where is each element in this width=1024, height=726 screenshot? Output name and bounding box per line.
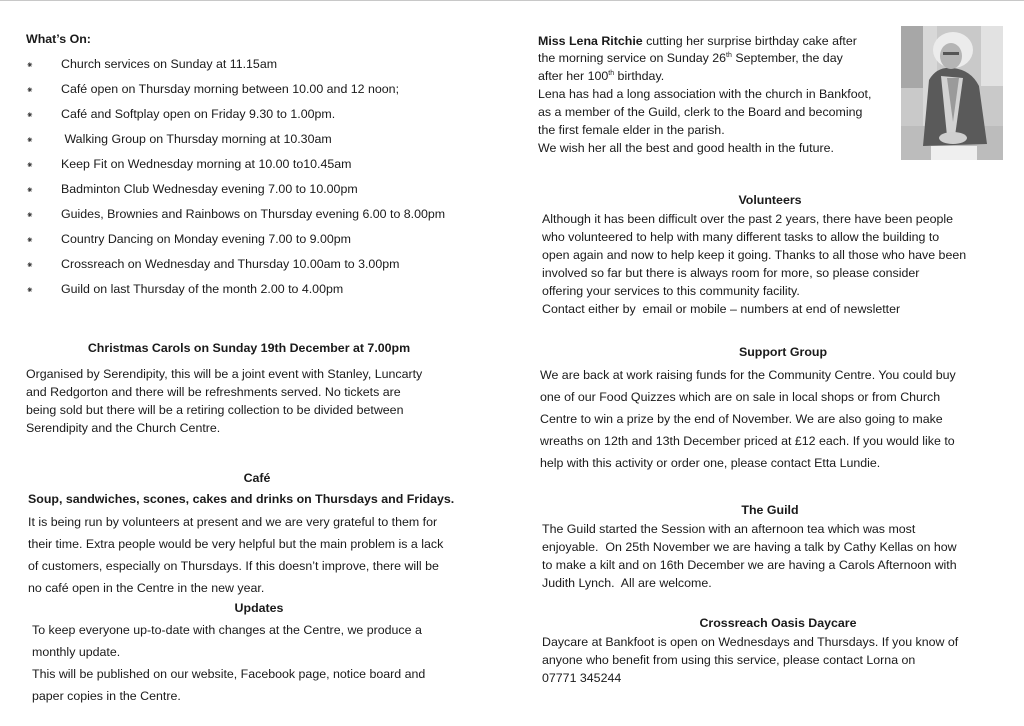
birthday-line: We wish her all the best and good health in the future. bbox=[538, 141, 834, 155]
cafe-line: no café open in the Centre in the new year. bbox=[28, 581, 265, 595]
cafe-line: of customers, especially on Thursdays. If this doesn’t improve, there will be bbox=[28, 559, 439, 573]
birthday-line-2: the morning service on Sunday 26th September, the day bbox=[538, 51, 843, 65]
carols-line: Serendipity and the Church Centre. bbox=[26, 421, 221, 435]
support-group-line: wreaths on 12th and 13th December priced at £12 each. If you would like to bbox=[540, 434, 955, 448]
carols-line: being sold but there will be a retiring collection to be divided between bbox=[26, 403, 404, 417]
daycare-line: Daycare at Bankfoot is open on Wednesdays and Thursdays. If you know of bbox=[542, 635, 959, 649]
updates-line: monthly update. bbox=[32, 645, 121, 659]
guild-heading: The Guild bbox=[741, 503, 799, 517]
birthday-line: as a member of the Guild, clerk to the Board and becoming bbox=[538, 105, 863, 119]
updates-line: To keep everyone up-to-date with changes at the Centre, we produce a bbox=[32, 623, 422, 637]
asterisk-bullet-icon: ⁕ bbox=[26, 85, 34, 95]
birthday-line: Lena has had a long association with the church in Bankfoot, bbox=[538, 87, 872, 101]
guild-line: Judith Lynch. All are welcome. bbox=[542, 576, 712, 590]
updates-line: paper copies in the Centre. bbox=[32, 689, 181, 703]
cafe-subtitle: Soup, sandwiches, scones, cakes and drinks on Thursdays and Fridays. bbox=[28, 492, 455, 506]
cafe-line: It is being run by volunteers at present and we are very grateful to them for bbox=[28, 515, 438, 529]
birthday-name: Miss Lena Ritchie bbox=[538, 34, 643, 48]
support-group-line: one of our Food Quizzes which are on sale in local shops or from Church bbox=[540, 390, 941, 404]
birthday-line-3: after her 100th birthday. bbox=[538, 69, 665, 83]
volunteers-line: offering your services to this community facility. bbox=[542, 284, 800, 298]
birthday-line: the first female elder in the parish. bbox=[538, 123, 725, 137]
daycare-line: 07771 345244 bbox=[542, 671, 622, 685]
guild-line: enjoyable. On 25th November we are having a talk by Cathy Kellas on how bbox=[542, 540, 957, 554]
daycare-heading: Crossreach Oasis Daycare bbox=[699, 616, 857, 630]
daycare-line: anyone who benefit from using this service, please contact Lorna on bbox=[542, 653, 916, 667]
lena-ritchie-photo bbox=[901, 26, 1003, 160]
birthday-line-1: Miss Lena Ritchie cutting her surprise birthday cake after bbox=[538, 34, 857, 48]
asterisk-bullet-icon: ⁕ bbox=[26, 135, 34, 145]
asterisk-bullet-icon: ⁕ bbox=[26, 185, 34, 195]
updates-heading: Updates bbox=[234, 601, 284, 615]
volunteers-line: Although it has been difficult over the past 2 years, there have been people bbox=[542, 212, 954, 226]
support-group-line: help with this activity or order one, please contact Etta Lundie. bbox=[540, 456, 881, 470]
carols-line: Organised by Serendipity, this will be a joint event with Stanley, Luncarty bbox=[26, 367, 423, 381]
carols-line: and Redgorton and there will be refreshments served. No tickets are bbox=[26, 385, 401, 399]
cafe-heading: Café bbox=[243, 471, 271, 485]
carols-heading: Christmas Carols on Sunday 19th December at 7.00pm bbox=[87, 341, 411, 355]
asterisk-bullet-icon: ⁕ bbox=[26, 160, 34, 170]
guild-line: The Guild started the Session with an afternoon tea which was most bbox=[542, 522, 916, 536]
guild-line: to make a kilt and on 16th December we are having a Carols Afternoon with bbox=[542, 558, 957, 572]
volunteers-line: involved so far but there is always room for more, so please consider bbox=[542, 266, 920, 280]
whats-on-heading: What’s On: bbox=[26, 32, 91, 46]
cafe-line: their time. Extra people would be very helpful but the main problem is a lack bbox=[28, 537, 444, 551]
support-group-heading: Support Group bbox=[738, 345, 828, 359]
asterisk-bullet-icon: ⁕ bbox=[26, 110, 34, 120]
asterisk-bullet-icon: ⁕ bbox=[26, 210, 34, 220]
volunteers-line: who volunteered to help with many different tasks to allow the building to bbox=[542, 230, 940, 244]
volunteers-line: Contact either by email or mobile – numbers at end of newsletter bbox=[542, 302, 901, 316]
asterisk-bullet-icon: ⁕ bbox=[26, 60, 34, 70]
support-group-line: Centre to win a prize by the end of November. We are also going to make bbox=[540, 412, 943, 426]
asterisk-bullet-icon: ⁕ bbox=[26, 260, 34, 270]
updates-line: This will be published on our website, Facebook page, notice board and bbox=[32, 667, 426, 681]
support-group-line: We are back at work raising funds for the Community Centre. You could buy bbox=[540, 368, 956, 382]
volunteers-line: open again and now to help keep it going. Thanks to all those who have been bbox=[542, 248, 967, 262]
asterisk-bullet-icon: ⁕ bbox=[26, 285, 34, 295]
page-top-border bbox=[0, 0, 1024, 1]
asterisk-bullet-icon: ⁕ bbox=[26, 235, 34, 245]
volunteers-heading: Volunteers bbox=[738, 193, 802, 207]
